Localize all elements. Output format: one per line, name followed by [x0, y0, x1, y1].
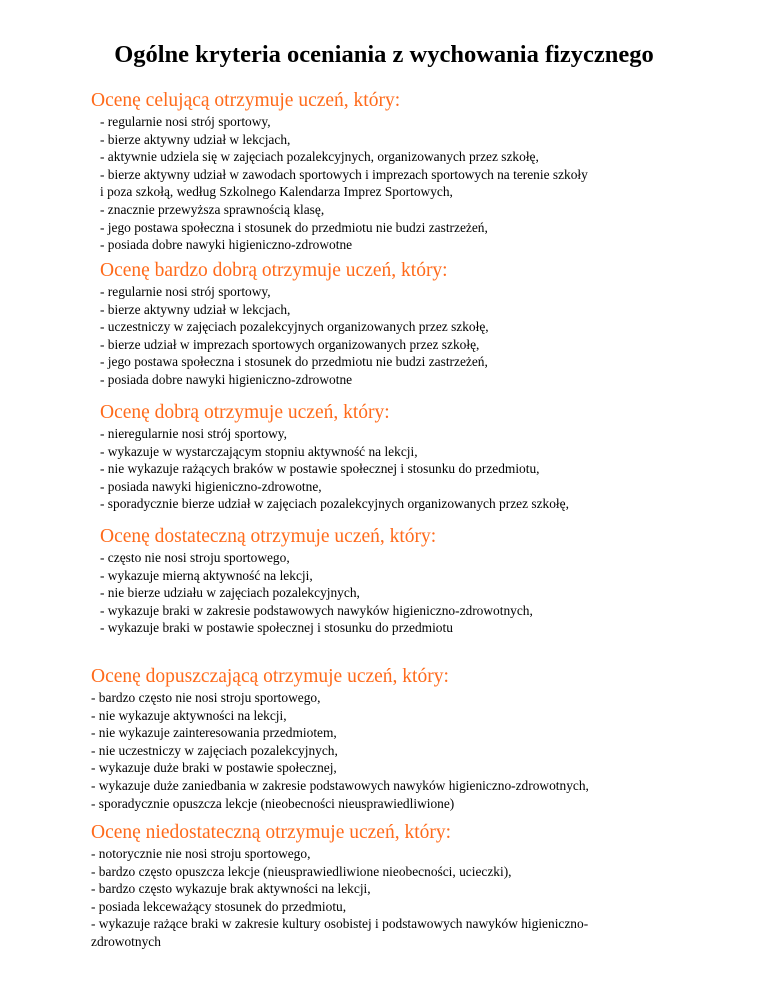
list-item: - wykazuje braki w postawie społecznej i stosunku do przedmiotu — [100, 620, 453, 636]
criteria-list — [91, 689, 589, 812]
list-item: - nieregularnie nosi strój sportowy, — [100, 426, 287, 441]
section-heading: Ocenę bardzo dobrą otrzymuje uczeń, który: — [100, 260, 448, 281]
section-heading: Ocenę celującą otrzymuje uczeń, który: — [91, 90, 401, 111]
list-item: zdrowotnych — [91, 933, 161, 949]
section-heading: Ocenę dobrą otrzymuje uczeń, który: — [100, 402, 390, 423]
section-dopuszczajaca — [91, 665, 589, 812]
list-item: - bierze aktywny udział w zawodach sportowych i imprezach sportowych na terenie szkoły — [100, 166, 588, 182]
section-bardzo-dobra — [100, 259, 489, 389]
criteria-list — [100, 425, 569, 513]
list-item: i poza szkołą, według Szkolnego Kalendarza Imprez Sportowych, — [100, 184, 453, 200]
list-item: - posiada lekceważący stosunek do przedmiotu, — [91, 898, 347, 914]
list-item: - wykazuje duże braki w postawie społecznej, — [91, 760, 337, 776]
list-item: - bierze aktywny udział w lekcjach, — [100, 131, 291, 147]
list-item: - wykazuje braki w zakresie podstawowych nawyków higieniczno-zdrowotnych, — [100, 602, 533, 618]
section-dobra — [100, 401, 569, 513]
list-item: - nie wykazuje zainteresowania przedmiotem, — [91, 725, 337, 741]
list-item: - sporadycznie opuszcza lekcje (nieobecności nieusprawiedliwione) — [91, 795, 455, 811]
list-item: - jego postawa społeczna i stosunek do przedmiotu nie budzi zastrzeżeń, — [100, 219, 488, 235]
list-item: - jego postawa społeczna i stosunek do przedmiotu nie budzi zastrzeżeń, — [100, 354, 488, 370]
section-heading: Ocenę dopuszczającą otrzymuje uczeń, który: — [91, 666, 449, 687]
list-item: - nie uczestniczy w zajęciach pozalekcyjnych, — [91, 742, 338, 758]
list-item: - posiada nawyki higieniczno-zdrowotne, — [100, 478, 322, 494]
list-item: - bardzo często nie nosi stroju sportowego, — [91, 690, 321, 705]
criteria-list — [100, 283, 489, 389]
section-heading: Ocenę niedostateczną otrzymuje uczeń, który: — [91, 822, 452, 843]
list-item: - nie bierze udziału w zajęciach pozalekcyjnych, — [100, 585, 360, 601]
section-dostateczna — [100, 525, 533, 637]
list-item: - bardzo często opuszcza lekcje (nieusprawiedliwione nieobecności, ucieczki), — [91, 863, 512, 879]
list-item: - nie wykazuje aktywności na lekcji, — [91, 707, 287, 723]
list-item: - posiada dobre nawyki higieniczno-zdrowotne — [100, 237, 353, 253]
section-celujaca — [91, 89, 588, 254]
criteria-list — [91, 845, 588, 951]
list-item: - nie wykazuje rażących braków w postawie społecznej i stosunku do przedmiotu, — [100, 461, 540, 477]
list-item: - wykazuje w wystarczającym stopniu aktywność na lekcji, — [100, 443, 418, 459]
section-niedostateczna — [91, 821, 588, 951]
list-item: - bardzo często wykazuje brak aktywności na lekcji, — [91, 881, 371, 897]
list-item: - wykazuje mierną aktywność na lekcji, — [100, 567, 313, 583]
list-item: - regularnie nosi strój sportowy, — [100, 284, 271, 299]
criteria-list — [100, 549, 533, 637]
list-item: - uczestniczy w zajęciach pozalekcyjnych organizowanych przez szkołę, — [100, 319, 489, 335]
list-item: - wykazuje rażące braki w zakresie kultury osobistej i podstawowych nawyków higieniczno- — [91, 916, 589, 932]
list-item: - często nie nosi stroju sportowego, — [100, 550, 290, 565]
list-item: - notorycznie nie nosi stroju sportowego, — [91, 846, 311, 861]
page-title: Ogólne kryteria oceniania z wychowania fizycznego — [114, 41, 654, 68]
list-item: - znacznie przewyższa sprawnością klasę, — [100, 201, 325, 217]
list-item: - bierze aktywny udział w lekcjach, — [100, 301, 291, 317]
list-item: - posiada dobre nawyki higieniczno-zdrowotne — [100, 371, 353, 387]
list-item: - bierze udział w imprezach sportowych organizowanych przez szkołę, — [100, 336, 480, 352]
criteria-list — [100, 113, 588, 254]
section-heading: Ocenę dostateczną otrzymuje uczeń, który: — [100, 526, 437, 547]
list-item: - aktywnie udziela się w zajęciach pozalekcyjnych, organizowanych przez szkołę, — [100, 149, 539, 165]
list-item: - sporadycznie bierze udział w zajęciach pozalekcyjnych organizowanych przez szkołę, — [100, 496, 569, 512]
list-item: - regularnie nosi strój sportowy, — [100, 114, 271, 129]
list-item: - wykazuje duże zaniedbania w zakresie podstawowych nawyków higieniczno-zdrowotnych, — [91, 777, 589, 793]
